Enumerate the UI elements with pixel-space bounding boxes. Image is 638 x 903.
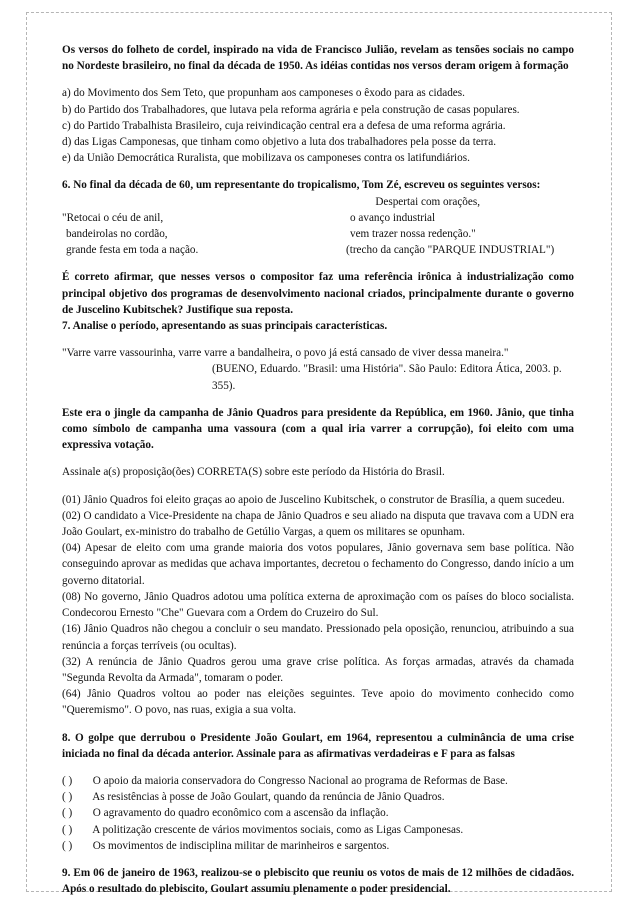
proposition-01: (01) Jânio Quadros foi eleito graças ao apoio de Juscelino Kubitschek, o construtor de Brasília, a quem sucedeu. xyxy=(62,493,565,506)
list-item xyxy=(62,838,574,854)
option-e: e) da União Democrática Ruralista, que mobilizava os camponeses contra os latifundiários. xyxy=(62,152,470,165)
list-item xyxy=(62,789,574,805)
page-content xyxy=(62,42,574,897)
list-item xyxy=(62,805,574,821)
verse-line: bandeirolas no cordão, xyxy=(66,228,168,241)
option-a: a) do Movimento dos Sem Teto, que propunham aos camponeses o êxodo para as cidades. xyxy=(62,87,465,100)
q9-heading: 9. Em 06 de janeiro de 1963, realizou-se o plebiscito que reuniu os votos de mais de 12 milhões de cidadãos. Após o resultado do plebiscito, Goulart assumiu plenamente o poder presidencial. xyxy=(62,866,574,896)
q7-instruction: Assinale a(s) proposição(ões) CORRETA(S) sobre este período da História do Brasil. xyxy=(62,466,445,479)
q7-quote: "Varre varre vassourinha, varre varre a bandalheira, o povo já está cansado de viver dessa maneira." xyxy=(62,347,509,360)
proposition-16: (16) Jânio Quadros não chegou a concluir o seu mandato. Pressionado pela oposição, renunciou, atribuindo a sua renúncia a forças terríveis (ou ocultas). xyxy=(62,623,574,652)
item-text: O agravamento do quadro econômico com a ascensão da inflação. xyxy=(92,807,389,820)
answer-blank[interactable]: ( ) xyxy=(62,791,73,804)
option-b: b) do Partido dos Trabalhadores, que lutava pela reforma agrária e pela construção de casas populares. xyxy=(62,103,520,116)
verse-block xyxy=(62,210,574,259)
q8-items xyxy=(62,773,574,854)
answer-blank[interactable]: ( ) xyxy=(62,774,73,787)
q6-question: É correto afirmar, que nesses versos o compositor faz uma referência irônica à industrialização como principal objetivo dos programas de desenvolvimento nacional criados, principalmente durante o governo de Juscelino Kubitschek? Justifique sua reposta. xyxy=(62,271,574,316)
list-item xyxy=(62,773,574,789)
q7-context: Este era o jingle da campanha de Jânio Quadros para presidente da República, em 1960. Jânio, que tinha como símbolo de campanha uma vassoura (com a qual iria varrer a corrupção), foi eleito com uma expressiva votação. xyxy=(62,406,574,452)
verse-line: o avanço industrial xyxy=(350,211,436,224)
answer-blank[interactable]: ( ) xyxy=(62,823,73,836)
verse-line: vem trazer nossa redenção." xyxy=(350,228,476,241)
verse-line: grande festa em toda a nação. xyxy=(66,244,199,257)
q7-propositions xyxy=(62,492,574,719)
proposition-04: (04) Apesar de eleito com uma grande maioria dos votos populares, Jânio governava sem base política. Não conseguindo aprovar as medidas que achava importantes, decretou o fechamento do Congresso, dando início a um governo ditatorial. xyxy=(62,542,574,587)
proposition-08: (08) No governo, Jânio Quadros adotou uma política externa de aproximação com os países do bloco socialista. Condecorou Ernesto "Che" Guevara com a Ordem do Cruzeiro do Sul. xyxy=(62,590,574,620)
answer-blank[interactable]: ( ) xyxy=(62,839,73,852)
q8-heading: 8. O golpe que derrubou o Presidente João Goulart, em 1964, representou a culminância de uma crise iniciada no final da década anterior. Assinale para as afirmativas verdadeiras e F para as falsas xyxy=(62,731,574,760)
proposition-32: (32) A renúncia de Jânio Quadros gerou uma grave crise política. As forças armadas, através da chamada "Segunda Revolta da Armada", tomaram o poder. xyxy=(62,655,574,684)
verse-line: "Retocai o céu de anil, xyxy=(62,211,164,224)
intro-options xyxy=(62,85,574,166)
song-citation: (trecho da canção "PARQUE INDUSTRIAL") xyxy=(346,244,555,257)
option-d: d) das Ligas Camponesas, que tinham como objetivo a luta dos trabalhadores pela posse da terra. xyxy=(62,136,497,149)
item-text: As resistências à posse de João Goulart, quando da renúncia de Jânio Quadros. xyxy=(92,791,445,804)
q7-citation: (BUENO, Eduardo. "Brasil: uma História". São Paulo: Editora Ática, 2003. p. 355). xyxy=(212,363,562,392)
q6-heading: 6. No final da década de 60, um representante do tropicalismo, Tom Zé, escreveu os seguintes versos: xyxy=(62,179,541,192)
list-item xyxy=(62,822,574,838)
q7-heading: 7. Analise o período, apresentando as suas principais características. xyxy=(62,320,388,333)
answer-blank[interactable]: ( ) xyxy=(62,807,73,820)
proposition-64: (64) Jânio Quadros voltou ao poder nas eleições seguintes. Teve apoio do movimento conhecido como "Queremismo". O povo, nas ruas, exigia a sua volta. xyxy=(62,688,574,717)
verse-right-top: Despertai com orações, xyxy=(375,195,480,208)
item-text: Os movimentos de indisciplina militar de marinheiros e sargentos. xyxy=(92,839,390,852)
option-c: c) do Partido Trabalhista Brasileiro, cuja reivindicação central era a defesa de uma reforma agrária. xyxy=(62,119,506,132)
proposition-02: (02) O candidato a Vice-Presidente na chapa de Jânio Quadros e seu aliado na disputa que travava com a UDN era João Goulart, ex-ministro do trabalho de Getúlio Vargas, a quem os militares se opunham. xyxy=(62,509,574,539)
item-text: O apoio da maioria conservadora do Congresso Nacional ao programa de Reformas de Base. xyxy=(92,774,508,787)
intro-question: Os versos do folheto de cordel, inspirado na vida de Francisco Julião, revelam as tensões sociais no campo no Nordeste brasileiro, no final da década de 1950. As idéias contidas nos versos deram origem à formação xyxy=(62,44,574,73)
item-text: A politização crescente de vários movimentos sociais, como as Ligas Camponesas. xyxy=(92,823,464,836)
